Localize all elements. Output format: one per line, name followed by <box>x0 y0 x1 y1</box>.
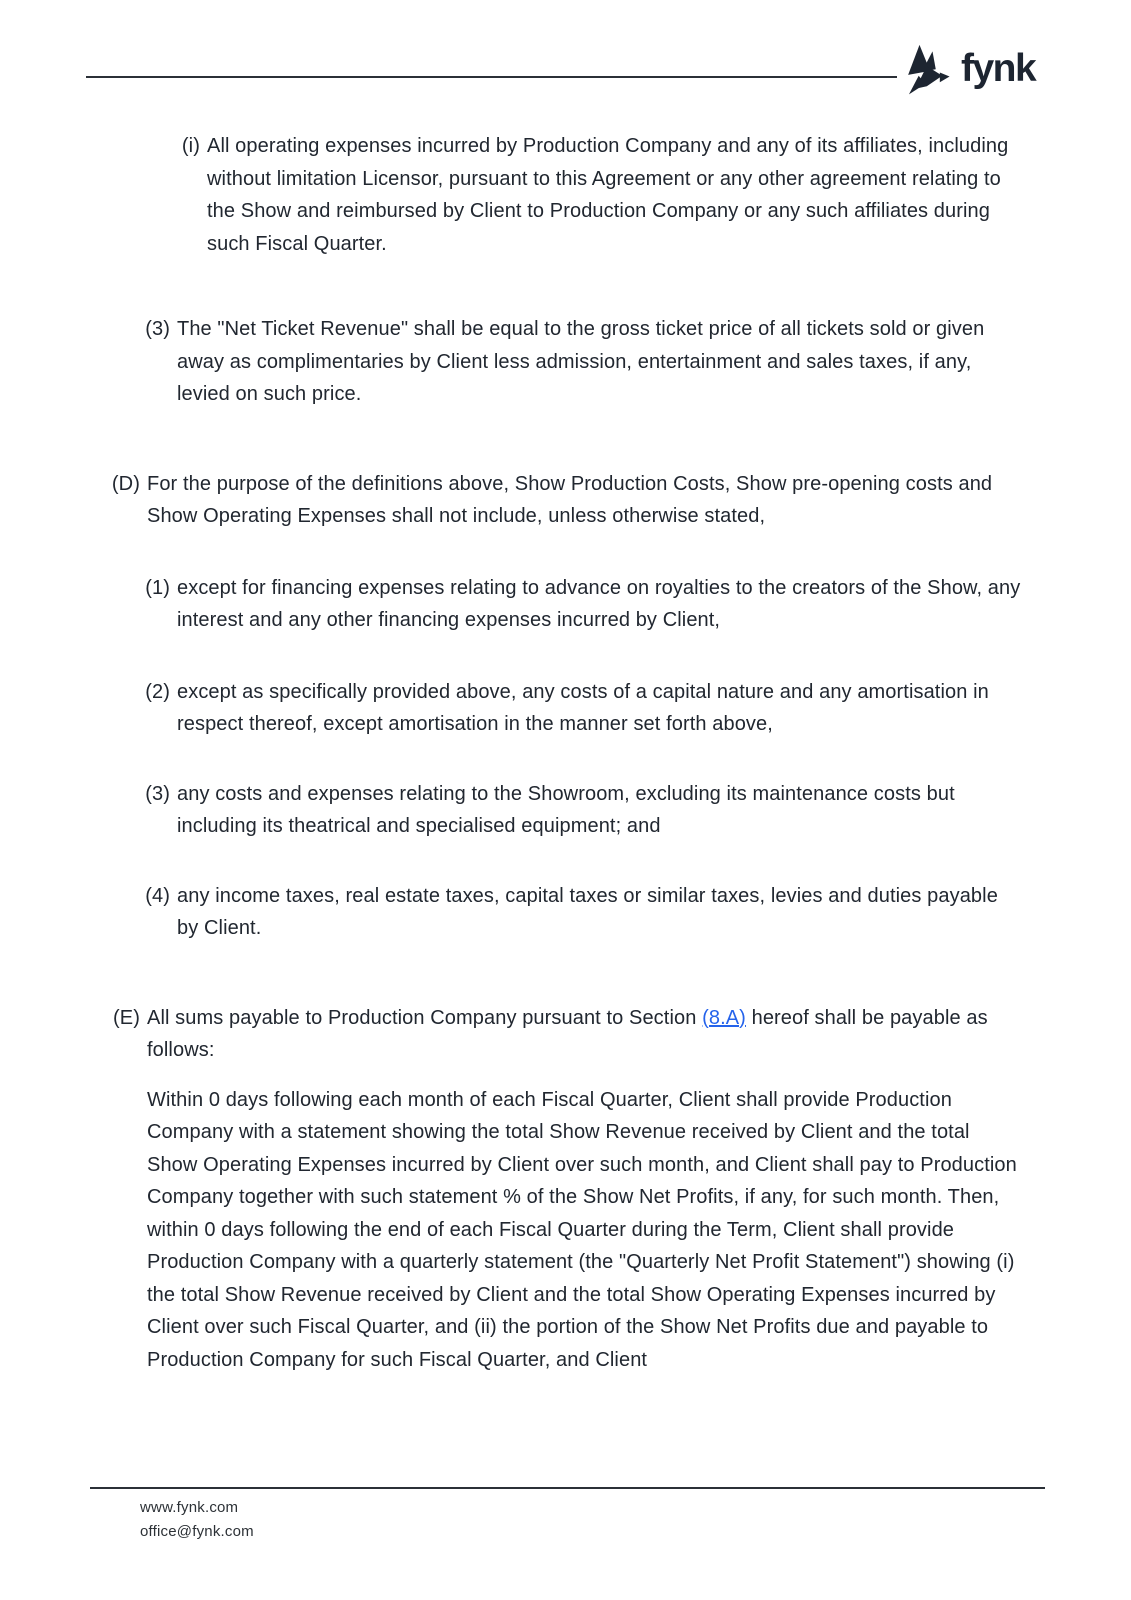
clause-4-label: (4) <box>145 884 170 907</box>
origami-bird-icon <box>900 42 952 98</box>
clause-1-financing <box>0 572 1022 637</box>
payment-terms-paragraph: Within 0 days following each month of each Fiscal Quarter, Client shall provide Production Company with a statement showing the total Show Revenue received by Client and the total Show Operating Expenses incurred by Client over such month, and Client shall pay to Production Company together with such statement % of the Show Net Profits, if any, for such month. Then, within 0 days following the end of each Fiscal Quarter during the Term, Client shall provide Production Company with a quarterly statement (the "Quarterly Net Profit Statement") showing (i) the total Show Revenue received by Client and the total Show Operating Expenses incurred by Client over such Fiscal Quarter, and (ii) the portion of the Show Net Profits due and payable to Production Company for such Fiscal Quarter, and Client <box>147 1088 1017 1371</box>
clause-3b-text: any costs and expenses relating to the Showroom, excluding its maintenance costs but including its theatrical and specialised equipment; and <box>177 782 955 837</box>
clause-D-label: (D) <box>111 472 140 495</box>
clause-E <box>0 1002 1022 1067</box>
clause-2-label: (2) <box>145 680 170 703</box>
clause-2-capital-nature <box>0 676 1022 741</box>
clause-2-text: except as specifically provided above, any costs of a capital nature and any amortisation in respect thereof, except amortisation in the manner set forth above, <box>177 680 989 735</box>
fynk-wordmark: fynk <box>961 46 1036 90</box>
footer-website: www.fynk.com <box>140 1499 239 1516</box>
page-footer <box>140 1496 254 1544</box>
fynk-logo <box>900 42 1035 98</box>
clause-3b-label: (3) <box>145 782 170 805</box>
clause-3-net-ticket-revenue <box>0 313 1022 411</box>
clause-1-text: except for financing expenses relating to advance on royalties to the creators of the Show, any interest and any other financing expenses incurred by Client, <box>177 576 1021 631</box>
clause-E-text-before: All sums payable to Production Company pursuant to Section <box>147 1006 703 1029</box>
clause-E-text-after: hereof shall be payable as follows: <box>147 1006 988 1061</box>
clause-D <box>0 468 1022 533</box>
clause-4-taxes <box>0 880 1022 945</box>
header-divider <box>86 76 897 78</box>
clause-i-text: All operating expenses incurred by Production Company and any of its affiliates, including without limitation Licensor, pursuant to this Agreement or any other agreement relating to the Show and reimbursed by Client to Production Company or any such affiliates during such Fiscal Quarter. <box>207 135 1009 255</box>
clause-i-label: (i) <box>181 135 200 157</box>
clause-3-showroom <box>0 778 1022 843</box>
clause-3-text: The "Net Ticket Revenue" shall be equal to the gross ticket price of all tickets sold or given away as complimentaries by Client less admission, entertainment and sales taxes, if any, levied on such price. <box>177 318 985 405</box>
clause-E-label: (E) <box>113 1006 140 1029</box>
footer-divider <box>90 1487 1045 1489</box>
clause-D-text: For the purpose of the definitions above, Show Production Costs, Show pre-opening costs and Show Operating Expenses shall not include, unless otherwise stated, <box>147 472 993 527</box>
clause-3-label: (3) <box>145 318 170 340</box>
section-8a-link[interactable]: (8.A) <box>702 1006 746 1029</box>
clause-4-text: any income taxes, real estate taxes, capital taxes or similar taxes, levies and duties payable by Client. <box>177 884 998 939</box>
clause-i <box>0 130 1022 260</box>
clause-1-label: (1) <box>145 576 170 599</box>
footer-email: office@fynk.com <box>140 1523 254 1540</box>
document-body <box>0 130 1022 1376</box>
